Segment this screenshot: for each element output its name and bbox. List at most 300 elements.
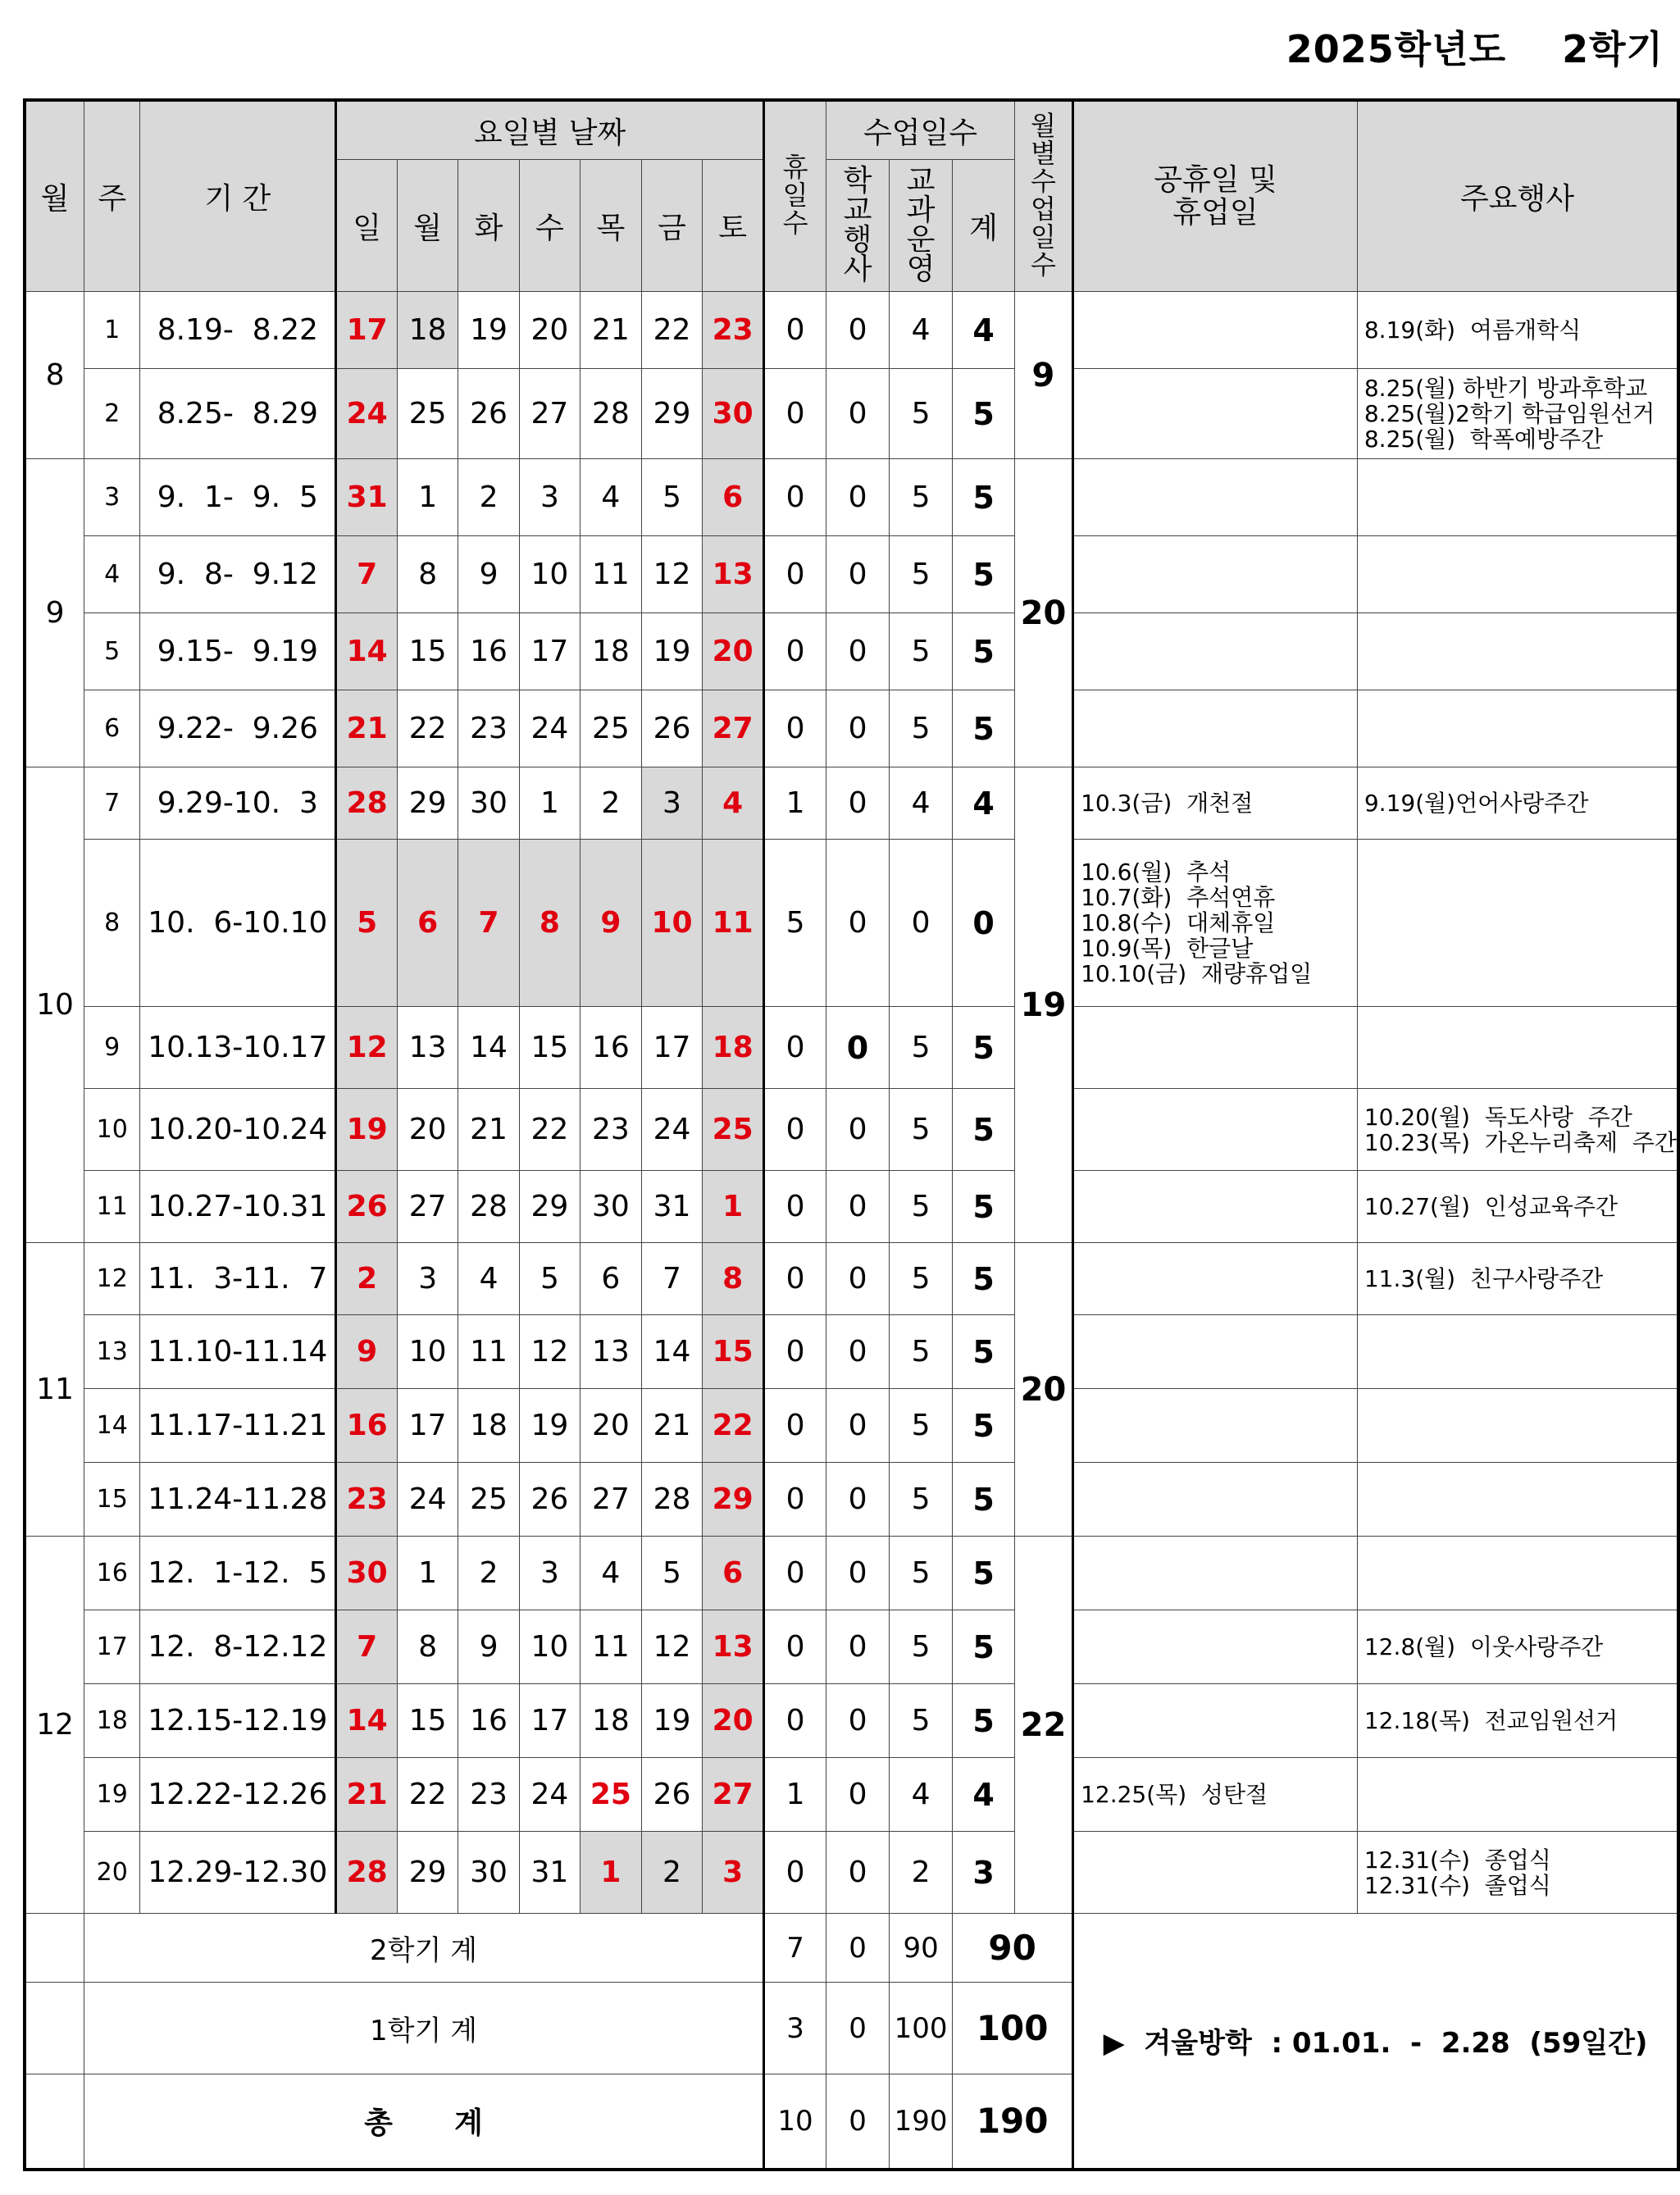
- monthly-total: 20: [1014, 1243, 1072, 1537]
- week-row: [25, 767, 1678, 840]
- holidays-count: 0: [763, 1171, 826, 1243]
- date-cell: 18: [580, 1684, 642, 1758]
- date-cell: 9: [580, 840, 642, 1007]
- date-cell: 19: [641, 1684, 703, 1758]
- date-cell: 15: [397, 613, 458, 690]
- header-period: 기 간: [140, 100, 336, 292]
- public-holidays-cell: [1073, 1610, 1358, 1684]
- week-number: 8: [84, 840, 140, 1007]
- date-cell: 24: [519, 1758, 580, 1832]
- curriculum-days: 5: [889, 1171, 952, 1243]
- week-total: 4: [953, 292, 1015, 369]
- holidays-count: 0: [763, 1684, 826, 1758]
- school-event-days: 0: [826, 1315, 890, 1389]
- week-number: 1: [84, 292, 140, 369]
- date-cell: 26: [336, 1171, 398, 1243]
- summary-holidays: 7: [763, 1914, 826, 1983]
- week-total: 3: [953, 1832, 1015, 1914]
- public-holidays-cell: [1073, 1389, 1358, 1463]
- period-cell: 12.22-12.26: [140, 1758, 336, 1832]
- period-cell: 10.20-10.24: [140, 1089, 336, 1171]
- month-cell: 11: [25, 1243, 84, 1537]
- public-holidays-cell: [1073, 1463, 1358, 1537]
- date-cell: 15: [519, 1007, 580, 1089]
- date-cell: 4: [703, 767, 764, 840]
- curriculum-days: 5: [889, 369, 952, 459]
- week-total: 5: [953, 1243, 1015, 1315]
- header-month: 월: [25, 100, 84, 292]
- date-cell: 17: [336, 292, 398, 369]
- holidays-count: 0: [763, 292, 826, 369]
- period-cell: 9.15- 9.19: [140, 613, 336, 690]
- major-events-cell: 10.20(월) 독도사랑 주간 10.23(목) 가온누리축제 주간: [1357, 1089, 1678, 1171]
- week-number: 9: [84, 1007, 140, 1089]
- date-cell: 7: [458, 840, 519, 1007]
- summary-school-event: 0: [826, 2074, 890, 2170]
- week-row: [25, 536, 1678, 613]
- header-week: 주: [84, 100, 140, 292]
- date-cell: 25: [703, 1089, 764, 1171]
- week-row: [25, 1463, 1678, 1537]
- date-cell: 28: [458, 1171, 519, 1243]
- date-cell: 23: [703, 292, 764, 369]
- header-weekday: 화: [458, 160, 519, 292]
- curriculum-days: 4: [889, 767, 952, 840]
- date-cell: 8: [519, 840, 580, 1007]
- date-cell: 17: [519, 613, 580, 690]
- period-cell: 8.25- 8.29: [140, 369, 336, 459]
- week-total: 5: [953, 459, 1015, 536]
- date-cell: 13: [703, 536, 764, 613]
- week-row: [25, 1007, 1678, 1089]
- date-cell: 13: [580, 1315, 642, 1389]
- monthly-total: 9: [1014, 292, 1072, 459]
- week-row: [25, 840, 1678, 1007]
- date-cell: 4: [580, 1537, 642, 1610]
- period-cell: 11.17-11.21: [140, 1389, 336, 1463]
- period-cell: 8.19- 8.22: [140, 292, 336, 369]
- summary-label: 총 계: [84, 2074, 764, 2170]
- public-holidays-cell: [1073, 369, 1358, 459]
- date-cell: 21: [336, 1758, 398, 1832]
- date-cell: 21: [641, 1389, 703, 1463]
- public-holidays-cell: 10.3(금) 개천절: [1073, 767, 1358, 840]
- period-cell: 12. 1-12. 5: [140, 1537, 336, 1610]
- month-cell: 12: [25, 1537, 84, 1914]
- holidays-count: 0: [763, 690, 826, 767]
- summary-label: 1학기 계: [84, 1983, 764, 2074]
- week-number: 18: [84, 1684, 140, 1758]
- major-events-cell: [1357, 459, 1678, 536]
- date-cell: 2: [580, 767, 642, 840]
- date-cell: 7: [336, 1610, 398, 1684]
- date-cell: 21: [458, 1089, 519, 1171]
- header-class-days: 수업일수: [826, 100, 1015, 160]
- holidays-count: 0: [763, 1832, 826, 1914]
- week-number: 17: [84, 1610, 140, 1684]
- date-cell: 23: [458, 690, 519, 767]
- major-events-cell: [1357, 1537, 1678, 1610]
- date-cell: 2: [458, 459, 519, 536]
- curriculum-days: 4: [889, 292, 952, 369]
- date-cell: 28: [336, 1832, 398, 1914]
- date-cell: 1: [519, 767, 580, 840]
- week-total: 4: [953, 767, 1015, 840]
- date-cell: 18: [580, 613, 642, 690]
- public-holidays-cell: 12.25(목) 성탄절: [1073, 1758, 1358, 1832]
- school-event-days: 0: [826, 536, 890, 613]
- date-cell: 11: [458, 1315, 519, 1389]
- date-cell: 26: [641, 1758, 703, 1832]
- holidays-count: 0: [763, 459, 826, 536]
- monthly-total: 19: [1014, 767, 1072, 1243]
- period-cell: 10.27-10.31: [140, 1171, 336, 1243]
- public-holidays-cell: [1073, 1832, 1358, 1914]
- summary-curriculum: 90: [889, 1914, 952, 1983]
- curriculum-days: 0: [889, 840, 952, 1007]
- holidays-count: 1: [763, 767, 826, 840]
- week-row: [25, 369, 1678, 459]
- public-holidays-cell: [1073, 690, 1358, 767]
- holidays-count: 0: [763, 1089, 826, 1171]
- header-weekday: 금: [641, 160, 703, 292]
- date-cell: 26: [641, 690, 703, 767]
- summary-holidays: 3: [763, 1983, 826, 2074]
- curriculum-days: 5: [889, 459, 952, 536]
- period-cell: 11.24-11.28: [140, 1463, 336, 1537]
- period-cell: 12.15-12.19: [140, 1684, 336, 1758]
- date-cell: 21: [336, 690, 398, 767]
- date-cell: 2: [458, 1537, 519, 1610]
- date-cell: 19: [519, 1389, 580, 1463]
- date-cell: 14: [336, 613, 398, 690]
- date-cell: 29: [519, 1171, 580, 1243]
- monthly-total: 20: [1014, 459, 1072, 767]
- summary-holidays: 10: [763, 2074, 826, 2170]
- date-cell: 28: [336, 767, 398, 840]
- holidays-count: 0: [763, 536, 826, 613]
- date-cell: 23: [580, 1089, 642, 1171]
- period-cell: 11. 3-11. 7: [140, 1243, 336, 1315]
- holidays-count: 0: [763, 1007, 826, 1089]
- summary-curriculum: 190: [889, 2074, 952, 2170]
- curriculum-days: 2: [889, 1832, 952, 1914]
- week-total: 5: [953, 1610, 1015, 1684]
- school-event-days: 0: [826, 1463, 890, 1537]
- holidays-count: 0: [763, 1389, 826, 1463]
- date-cell: 8: [397, 536, 458, 613]
- date-cell: 10: [519, 1610, 580, 1684]
- curriculum-days: 5: [889, 536, 952, 613]
- public-holidays-cell: [1073, 1315, 1358, 1389]
- date-cell: 17: [641, 1007, 703, 1089]
- period-cell: 10. 6-10.10: [140, 840, 336, 1007]
- date-cell: 27: [703, 1758, 764, 1832]
- date-cell: 18: [458, 1389, 519, 1463]
- summary-total: 100: [953, 1983, 1073, 2074]
- curriculum-days: 5: [889, 1089, 952, 1171]
- header-holidays: 휴일수: [763, 100, 826, 292]
- date-cell: 22: [641, 292, 703, 369]
- date-cell: 6: [397, 840, 458, 1007]
- date-cell: 27: [580, 1463, 642, 1537]
- week-row: [25, 1315, 1678, 1389]
- major-events-cell: [1357, 536, 1678, 613]
- holidays-count: 0: [763, 369, 826, 459]
- winter-break-note: ▶ 겨울방학 : 01.01. - 2.28 (59일간): [1073, 1914, 1678, 2170]
- week-row: [25, 1684, 1678, 1758]
- period-cell: 9. 1- 9. 5: [140, 459, 336, 536]
- date-cell: 6: [703, 459, 764, 536]
- date-cell: 19: [336, 1089, 398, 1171]
- week-number: 2: [84, 369, 140, 459]
- public-holidays-cell: [1073, 1171, 1358, 1243]
- date-cell: 1: [397, 1537, 458, 1610]
- summary-label: 2학기 계: [84, 1914, 764, 1983]
- monthly-total: 22: [1014, 1537, 1072, 1914]
- week-total: 5: [953, 536, 1015, 613]
- summary-school-event: 0: [826, 1914, 890, 1983]
- major-events-cell: 12.8(월) 이웃사랑주간: [1357, 1610, 1678, 1684]
- date-cell: 11: [580, 536, 642, 613]
- curriculum-days: 5: [889, 1007, 952, 1089]
- date-cell: 20: [397, 1089, 458, 1171]
- date-cell: 7: [641, 1243, 703, 1315]
- date-cell: 18: [703, 1007, 764, 1089]
- date-cell: 12: [641, 536, 703, 613]
- date-cell: 17: [519, 1684, 580, 1758]
- date-cell: 16: [458, 1684, 519, 1758]
- header-major-events: 주요행사: [1357, 100, 1678, 292]
- date-cell: 24: [641, 1089, 703, 1171]
- week-total: 5: [953, 369, 1015, 459]
- date-cell: 5: [641, 459, 703, 536]
- date-cell: 8: [397, 1610, 458, 1684]
- header-weekday: 월: [397, 160, 458, 292]
- date-cell: 15: [703, 1315, 764, 1389]
- week-total: 5: [953, 1684, 1015, 1758]
- date-cell: 15: [397, 1684, 458, 1758]
- date-cell: 31: [641, 1171, 703, 1243]
- date-cell: 10: [641, 840, 703, 1007]
- week-row: [25, 459, 1678, 536]
- week-row: [25, 1243, 1678, 1315]
- week-number: 10: [84, 1089, 140, 1171]
- date-cell: 2: [641, 1832, 703, 1914]
- date-cell: 16: [458, 613, 519, 690]
- date-cell: 18: [397, 292, 458, 369]
- date-cell: 3: [641, 767, 703, 840]
- week-number: 5: [84, 613, 140, 690]
- school-event-days: 0: [826, 767, 890, 840]
- week-number: 7: [84, 767, 140, 840]
- date-cell: 22: [397, 690, 458, 767]
- week-total: 4: [953, 1758, 1015, 1832]
- date-cell: 14: [641, 1315, 703, 1389]
- week-total: 5: [953, 1463, 1015, 1537]
- date-cell: 31: [336, 459, 398, 536]
- week-total: 5: [953, 1007, 1015, 1089]
- date-cell: 5: [519, 1243, 580, 1315]
- header-school-event: 학교행사: [826, 160, 890, 292]
- date-cell: 1: [580, 1832, 642, 1914]
- week-number: 19: [84, 1758, 140, 1832]
- date-cell: 23: [458, 1758, 519, 1832]
- date-cell: 25: [580, 1758, 642, 1832]
- date-cell: 20: [519, 292, 580, 369]
- major-events-cell: 8.19(화) 여름개학식: [1357, 292, 1678, 369]
- major-events-cell: [1357, 1758, 1678, 1832]
- date-cell: 11: [580, 1610, 642, 1684]
- date-cell: 30: [336, 1537, 398, 1610]
- public-holidays-cell: [1073, 459, 1358, 536]
- curriculum-days: 5: [889, 1537, 952, 1610]
- date-cell: 12: [336, 1007, 398, 1089]
- week-total: 5: [953, 1537, 1015, 1610]
- week-number: 11: [84, 1171, 140, 1243]
- date-cell: 13: [703, 1610, 764, 1684]
- date-cell: 28: [580, 369, 642, 459]
- week-number: 13: [84, 1315, 140, 1389]
- date-cell: 14: [336, 1684, 398, 1758]
- date-cell: 16: [580, 1007, 642, 1089]
- curriculum-days: 5: [889, 690, 952, 767]
- week-row: [25, 690, 1678, 767]
- header-weekday: 토: [703, 160, 764, 292]
- week-total: 5: [953, 1171, 1015, 1243]
- summary-blank: [25, 1983, 84, 2074]
- date-cell: 28: [641, 1463, 703, 1537]
- header-total: 계: [953, 160, 1015, 292]
- date-cell: 29: [397, 1832, 458, 1914]
- week-total: 5: [953, 1389, 1015, 1463]
- week-number: 4: [84, 536, 140, 613]
- school-event-days: 0: [826, 459, 890, 536]
- public-holidays-cell: [1073, 1089, 1358, 1171]
- week-total: 5: [953, 613, 1015, 690]
- week-row: [25, 1089, 1678, 1171]
- week-number: 16: [84, 1537, 140, 1610]
- date-cell: 29: [641, 369, 703, 459]
- public-holidays-cell: [1073, 1537, 1358, 1610]
- date-cell: 10: [397, 1315, 458, 1389]
- major-events-cell: 10.27(월) 인성교육주간: [1357, 1171, 1678, 1243]
- week-row: [25, 1610, 1678, 1684]
- school-event-days: 0: [826, 1007, 890, 1089]
- date-cell: 12: [519, 1315, 580, 1389]
- date-cell: 16: [336, 1389, 398, 1463]
- holidays-count: 0: [763, 613, 826, 690]
- period-cell: 11.10-11.14: [140, 1315, 336, 1389]
- summary-blank: [25, 2074, 84, 2170]
- school-event-days: 0: [826, 613, 890, 690]
- school-event-days: 0: [826, 1537, 890, 1610]
- curriculum-days: 5: [889, 1315, 952, 1389]
- date-cell: 6: [703, 1537, 764, 1610]
- school-event-days: 0: [826, 369, 890, 459]
- date-cell: 29: [397, 767, 458, 840]
- holidays-count: 0: [763, 1610, 826, 1684]
- school-event-days: 0: [826, 1684, 890, 1758]
- summary-row: [25, 1914, 1678, 1983]
- date-cell: 6: [580, 1243, 642, 1315]
- week-row: [25, 1389, 1678, 1463]
- school-event-days: 0: [826, 1389, 890, 1463]
- curriculum-days: 5: [889, 1684, 952, 1758]
- major-events-cell: [1357, 613, 1678, 690]
- summary-school-event: 0: [826, 1983, 890, 2074]
- date-cell: 9: [458, 1610, 519, 1684]
- week-number: 14: [84, 1389, 140, 1463]
- date-cell: 29: [703, 1463, 764, 1537]
- period-cell: 12.29-12.30: [140, 1832, 336, 1914]
- date-cell: 10: [519, 536, 580, 613]
- date-cell: 24: [397, 1463, 458, 1537]
- date-cell: 22: [519, 1089, 580, 1171]
- week-row: [25, 1171, 1678, 1243]
- public-holidays-cell: [1073, 613, 1358, 690]
- date-cell: 27: [703, 690, 764, 767]
- holidays-count: 0: [763, 1537, 826, 1610]
- school-event-days: 0: [826, 690, 890, 767]
- period-cell: 12. 8-12.12: [140, 1610, 336, 1684]
- date-cell: 1: [703, 1171, 764, 1243]
- date-cell: 3: [703, 1832, 764, 1914]
- public-holidays-cell: [1073, 536, 1358, 613]
- header-curriculum: 교과운영: [889, 160, 952, 292]
- period-cell: 9.22- 9.26: [140, 690, 336, 767]
- school-event-days: 0: [826, 1832, 890, 1914]
- curriculum-days: 5: [889, 1243, 952, 1315]
- major-events-cell: [1357, 840, 1678, 1007]
- major-events-cell: [1357, 1389, 1678, 1463]
- period-cell: 9. 8- 9.12: [140, 536, 336, 613]
- date-cell: 27: [519, 369, 580, 459]
- period-cell: 9.29-10. 3: [140, 767, 336, 840]
- date-cell: 2: [336, 1243, 398, 1315]
- date-cell: 30: [458, 767, 519, 840]
- major-events-cell: 8.25(월) 하반기 방과후학교 8.25(월)2학기 학급임원선거 8.25(월) 학폭예방주간: [1357, 369, 1678, 459]
- date-cell: 8: [703, 1243, 764, 1315]
- holidays-count: 1: [763, 1758, 826, 1832]
- week-row: [25, 1832, 1678, 1914]
- month-cell: 10: [25, 767, 84, 1243]
- curriculum-days: 5: [889, 1463, 952, 1537]
- date-cell: 26: [519, 1463, 580, 1537]
- curriculum-days: 4: [889, 1758, 952, 1832]
- week-total: 5: [953, 1315, 1015, 1389]
- date-cell: 11: [703, 840, 764, 1007]
- date-cell: 19: [458, 292, 519, 369]
- date-cell: 31: [519, 1832, 580, 1914]
- date-cell: 12: [641, 1610, 703, 1684]
- date-cell: 22: [703, 1389, 764, 1463]
- major-events-cell: 12.18(목) 전교임원선거: [1357, 1684, 1678, 1758]
- date-cell: 30: [580, 1171, 642, 1243]
- date-cell: 4: [458, 1243, 519, 1315]
- date-cell: 24: [519, 690, 580, 767]
- month-cell: 8: [25, 292, 84, 459]
- major-events-cell: [1357, 1007, 1678, 1089]
- date-cell: 14: [458, 1007, 519, 1089]
- major-events-cell: 11.3(월) 친구사랑주간: [1357, 1243, 1678, 1315]
- date-cell: 25: [580, 690, 642, 767]
- summary-total: 90: [953, 1914, 1073, 1983]
- week-row: [25, 292, 1678, 369]
- school-event-days: 0: [826, 1089, 890, 1171]
- week-row: [25, 1758, 1678, 1832]
- header-public-holidays: 공휴일 및 휴업일: [1073, 100, 1358, 292]
